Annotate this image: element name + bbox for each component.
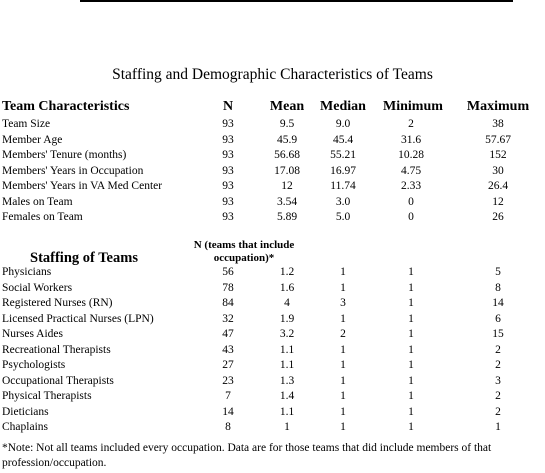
minimum-cell: 0 [408,195,414,208]
n-cell: 84 [222,297,234,309]
median-cell: 16.97 [330,164,356,177]
median-cell: 11.74 [330,180,356,192]
maximum-cell: 38 [492,118,504,130]
maximum-heading: Maximum [466,99,530,114]
n-cell: 23 [222,374,234,387]
n-cell: 93 [222,118,234,130]
staff-table-row [0,344,545,360]
row-label: Recreational Therapists [2,343,111,356]
top-rule [80,0,513,2]
median-cell: 9.0 [335,118,351,130]
maximum-cell: 2 [495,359,501,371]
row-label: Registered Nurses (RN) [2,297,113,309]
mean-cell: 17.08 [274,164,300,177]
team-table-row [0,211,545,227]
mean-cell: 9.5 [279,118,295,130]
row-label: Member Age [2,133,63,146]
mean-cell: 12 [281,180,293,192]
minimum-cell: 1 [408,421,414,433]
median-cell: 1 [340,390,346,402]
row-label: Occupational Therapists [2,374,114,387]
mean-cell: 1.6 [279,281,295,294]
row-label: Members' Years in VA Med Center [2,180,163,192]
n-cell: 93 [222,180,234,192]
staff-table-row [0,297,545,313]
minimum-cell: 1 [408,297,414,309]
n-cell: 93 [222,195,234,208]
median-cell: 1 [340,374,346,387]
mean-cell: 4 [284,297,290,309]
maximum-cell: 5 [495,266,501,278]
row-label: Physical Therapists [2,390,92,402]
mean-cell: 5.89 [276,211,298,223]
mean-cell: 1.3 [279,374,295,387]
maximum-cell: 57.67 [485,133,511,146]
median-cell: 1 [340,281,346,294]
minimum-cell: 2 [408,118,414,130]
footnote: *Note: Not all teams included every occupation. Data are for those teams that did include members of that profession/occupation. [2,442,492,469]
mean-cell: 1 [284,421,290,433]
row-label: Licensed Practical Nurses (LPN) [2,312,154,325]
mean-cell: 3.2 [279,328,295,340]
median-cell: 1 [340,312,346,325]
n-cell: 7 [225,390,231,402]
mean-cell: 1.1 [279,359,295,371]
mean-cell: 3.54 [276,195,298,208]
maximum-cell: 2 [495,343,501,356]
maximum-cell: 152 [489,149,507,161]
minimum-cell: 4.75 [400,164,422,177]
n-cell: 93 [222,133,234,146]
median-cell: 1 [340,343,346,356]
team-table-row [0,118,545,134]
team-table-row [0,165,545,181]
median-cell: 1 [340,359,346,371]
median-cell: 1 [340,405,346,418]
maximum-cell: 12 [492,195,504,208]
maximum-cell: 2 [495,390,501,402]
maximum-cell: 26 [492,211,504,223]
staff-table-row [0,406,545,422]
mean-cell: 1.1 [279,405,295,418]
staffing-of-teams-heading: Staffing of Teams [30,250,138,266]
median-cell: 55.21 [330,149,356,161]
maximum-cell: 15 [492,328,504,340]
minimum-cell: 1 [408,359,414,371]
n-teams-heading-line1: N (teams that include [193,239,295,251]
staff-table-row [0,313,545,329]
maximum-cell: 3 [495,374,501,387]
row-label: Nurses Aides [2,328,64,340]
row-label: Social Workers [2,281,73,294]
maximum-cell: 26.4 [487,180,509,192]
n-teams-heading-line2: occupation)* [213,252,275,264]
mean-cell: 1.4 [279,390,295,402]
row-label: Males on Team [2,195,73,208]
minimum-cell: 1 [408,405,414,418]
n-cell: 93 [222,211,234,223]
n-cell: 32 [222,312,234,325]
team-characteristics-heading: Team Characteristics [2,99,130,114]
median-cell: 3.0 [335,195,351,208]
row-label: Psychologists [2,359,66,371]
page-title: Staffing and Demographic Characteristics of Teams [112,66,433,83]
median-cell: 1 [340,421,346,433]
minimum-cell: 1 [408,312,414,325]
n-cell: 93 [222,149,234,161]
minimum-cell: 1 [408,281,414,294]
minimum-heading: Minimum [383,99,443,114]
median-heading: Median [320,99,366,114]
row-label: Dieticians [2,405,49,418]
staff-table-row [0,266,545,282]
team-table-row [0,180,545,196]
minimum-cell: 1 [408,374,414,387]
maximum-cell: 8 [495,281,501,294]
mean-cell: 56.68 [274,149,300,161]
maximum-cell: 1 [495,421,501,433]
minimum-cell: 1 [408,343,414,356]
staff-table-row [0,390,545,406]
minimum-cell: 31.6 [400,133,422,146]
minimum-cell: 1 [408,390,414,402]
median-cell: 1 [340,266,346,278]
n-cell: 47 [222,328,234,340]
median-cell: 45.4 [332,133,354,146]
staff-table-row [0,282,545,298]
staff-table-row [0,328,545,344]
minimum-cell: 1 [408,266,414,278]
maximum-cell: 6 [495,312,501,325]
row-label: Team Size [2,118,51,130]
n-cell: 27 [222,359,234,371]
row-label: Chaplains [2,421,48,433]
team-table-row [0,196,545,212]
n-cell: 8 [225,421,231,433]
n-cell: 43 [222,343,234,356]
row-label: Females on Team [2,211,83,223]
n-heading: N [222,99,234,114]
staff-table-row [0,375,545,391]
row-label: Physicians [2,266,52,278]
staff-table-row [0,359,545,375]
row-label: Members' Years in Occupation [2,164,144,177]
maximum-cell: 14 [492,297,504,309]
staff-table-row [0,421,545,437]
median-cell: 2 [340,328,346,340]
row-label: Members' Tenure (months) [2,149,127,161]
n-cell: 14 [222,405,234,418]
median-cell: 5.0 [335,211,351,223]
minimum-cell: 10.28 [398,149,424,161]
minimum-cell: 2.33 [400,180,422,192]
minimum-cell: 0 [408,211,414,223]
team-table-row [0,134,545,150]
maximum-cell: 30 [492,164,504,177]
n-cell: 93 [222,164,234,177]
mean-cell: 45.9 [276,133,298,146]
mean-cell: 1.2 [279,266,295,278]
maximum-cell: 2 [495,405,501,418]
team-table-header [0,99,545,117]
team-table-row [0,149,545,165]
mean-cell: 1.1 [279,343,295,356]
mean-cell: 1.9 [279,312,295,325]
minimum-cell: 1 [408,328,414,340]
n-cell: 56 [222,266,234,278]
mean-heading: Mean [269,99,305,114]
median-cell: 3 [340,297,346,309]
n-cell: 78 [222,281,234,294]
